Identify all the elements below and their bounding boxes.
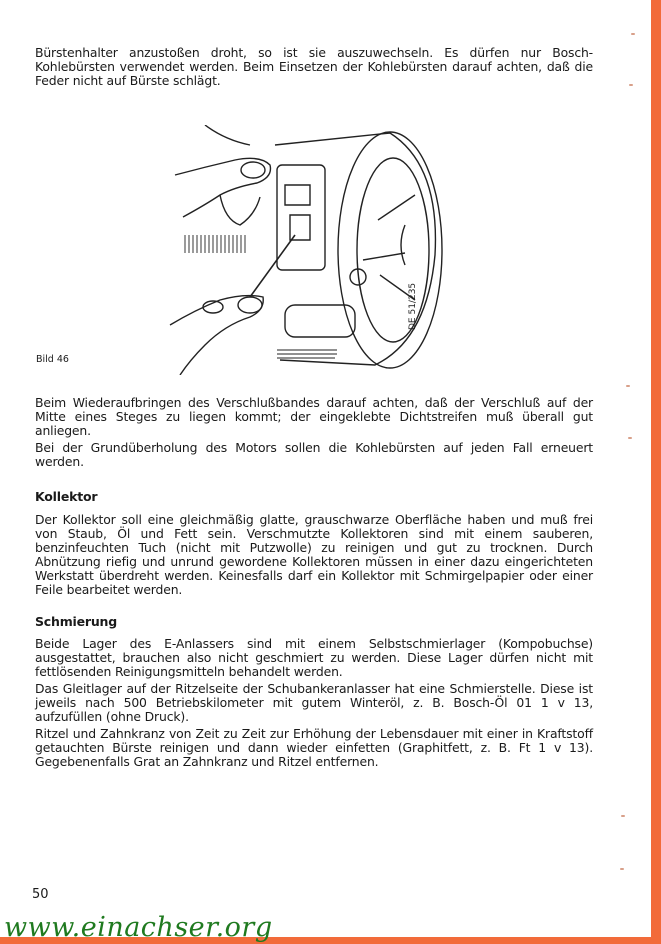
paragraph: Beide Lager des E-Anlassers sind mit einem Selbstschmierlager (Kompobuchse) ausgestattet, brauchen also nicht geschmiert zu werden. Diese Lager dürfen nicht mit fettlösenden Reinigungsmitteln behandelt werden. <box>35 636 593 679</box>
section-body-schmierung <box>35 637 593 772</box>
paragraph: Bei der Grundüberholung des Motors sollen die Kohlebürsten auf jeden Fall erneuert werden. <box>35 440 593 469</box>
page-number: 50 <box>32 887 49 902</box>
paragraph: Ritzel und Zahnkranz von Zeit zu Zeit zur Erhöhung der Lebensdauer mit einer in Kraftstoff getauchten Bürste reinigen und dann wieder einfetten (Graphitfett, z. B. Ft 1 v 13). Gegebenenfalls Grat an Zahnkranz und Ritzel entfernen. <box>35 726 593 769</box>
scan-speck <box>626 385 630 387</box>
figure-brush-replacement <box>165 125 455 375</box>
scan-speck <box>621 815 625 817</box>
scan-speck <box>629 84 633 86</box>
section-heading-kollektor: Kollektor <box>35 489 98 504</box>
scan-speck <box>620 868 624 870</box>
starter-motor-illustration <box>165 125 455 375</box>
after-figure-text <box>35 396 593 472</box>
paragraph: Das Gleitlager auf der Ritzelseite der Schubankeranlasser hat eine Schmierstelle. Diese ist jeweils nach 500 Betriebskilometer mit gutem Winteröl, z. B. Bosch-Öl 01 1 v 13, aufzufüllen (ohne Druck). <box>35 681 593 724</box>
figure-caption: Bild 46 <box>36 354 69 365</box>
intro-paragraph: Bürstenhalter anzustoßen droht, so ist sie auszuwechseln. Es dürfen nur Bosch-Kohlebürsten verwendet werden. Beim Einsetzen der Kohlebürsten darauf achten, daß die Feder nicht auf Bürste schlägt. <box>35 45 593 88</box>
section-heading-schmierung: Schmierung <box>35 614 118 629</box>
scan-speck <box>631 33 635 35</box>
scan-speck <box>628 437 632 439</box>
paragraph: Beim Wiederaufbringen des Verschlußbandes darauf achten, daß der Verschluß auf der Mitte eines Steges zu liegen kommt; der eingeklebte Dichtstreifen muß überall gut anliegen. <box>35 395 593 438</box>
page-edge-right <box>651 0 661 944</box>
watermark-link[interactable]: www.einachser.org <box>4 912 273 943</box>
paragraph: Der Kollektor soll eine gleichmäßig glatte, grauschwarze Oberfläche haben und muß frei von Staub, Öl und Fett sein. Verschmutzte Kollektoren sind mit einem sauberen, benzinfeuchten Tuch (nicht mit Putzwolle) zu reinigen und gut zu trocknen. Durch Abnützung riefig und unrund gewordene Kollektoren müssen in einer dazu eingerichteten Werkstatt überdreht werden. Keinesfalls darf ein Kollektor mit Schmirgelpapier oder einer Feile bearbeitet werden. <box>35 512 593 597</box>
figure-code: DE 51/235 <box>408 282 418 330</box>
section-body-kollektor <box>35 513 593 600</box>
